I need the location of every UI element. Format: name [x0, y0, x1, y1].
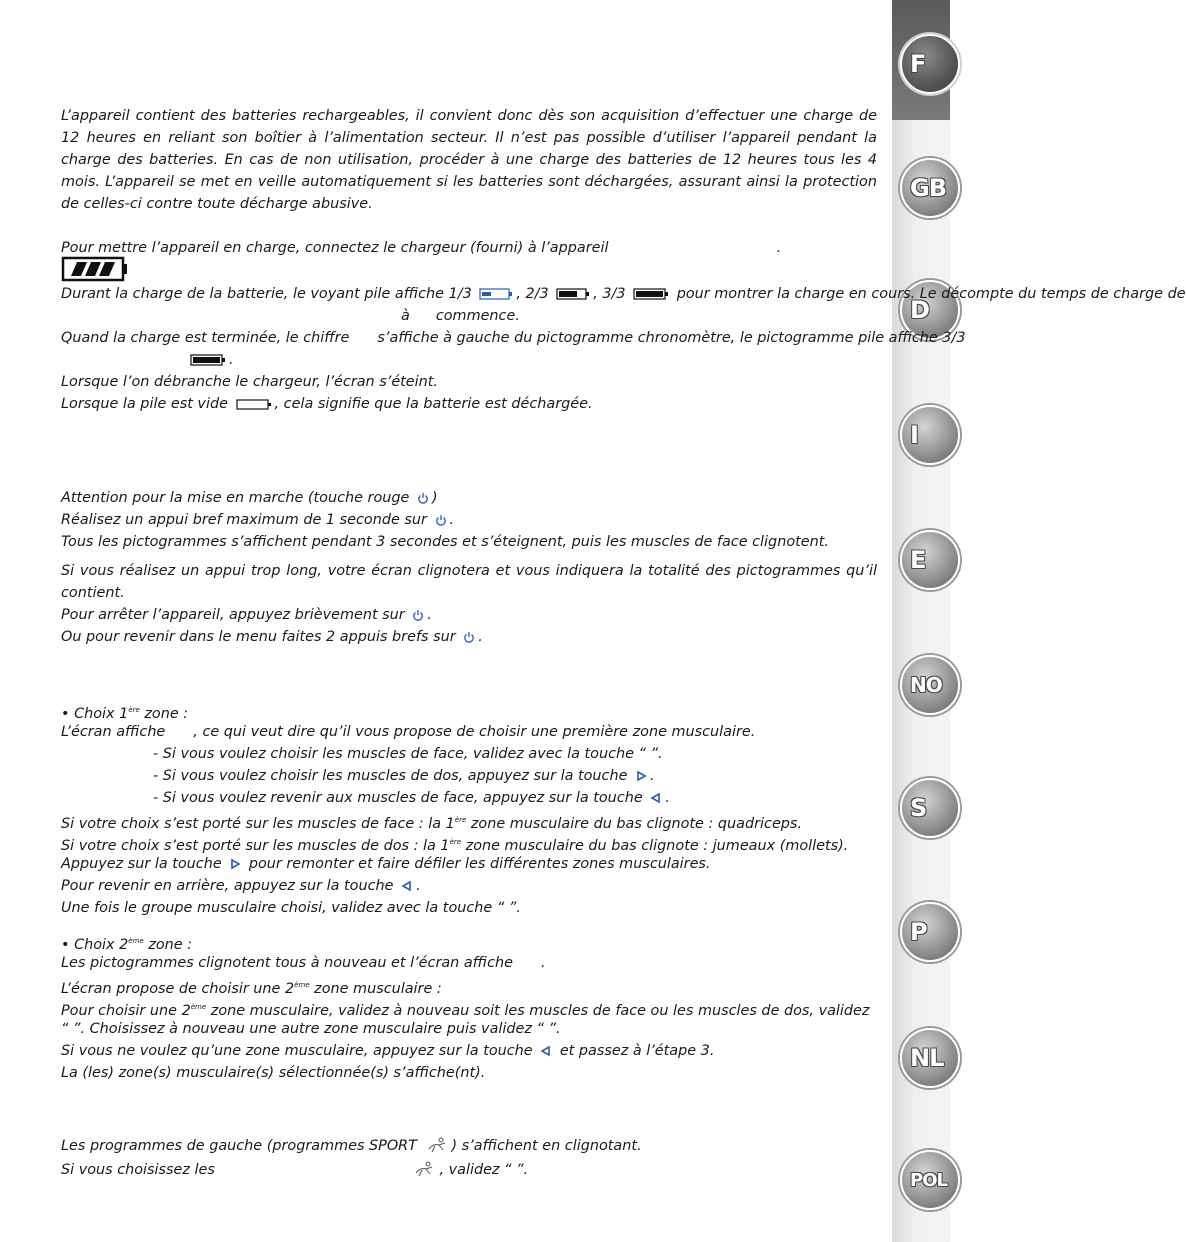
text: , cela signifie que la batterie est déchargée. [274, 396, 593, 412]
text: Si votre choix s’est porté sur les muscles de dos : la 1 [61, 838, 450, 854]
superscript: ère [449, 838, 462, 846]
text: Quand la charge est terminée, le chiffre [61, 330, 350, 346]
language-tab-label: NO [910, 673, 942, 697]
language-tab-label: F [910, 50, 926, 78]
text: . [776, 240, 782, 256]
text: L’écran propose de choisir une 2 [61, 981, 295, 997]
text: . [229, 352, 234, 368]
text: ) s’affichent en clignotant. [451, 1138, 642, 1154]
right-arrow-icon [230, 859, 240, 869]
text: , ce qui veut dire qu’il vous propose de choisir une première zone musculaire. [193, 724, 756, 740]
text: . [416, 878, 421, 894]
text: Ou pour revenir dans le menu faites 2 appuis brefs sur [61, 629, 456, 645]
language-tab-nl[interactable] [900, 1028, 960, 1088]
text: , 3/3 [593, 286, 626, 302]
superscript: ème [128, 937, 144, 945]
long-press-paragraph: Si vous réalisez un appui trop long, votre écran clignotera et vous indiquera la totalité des pictogrammes qu’il contient. [61, 563, 877, 601]
full-battery-icon [61, 256, 129, 282]
power-icon [435, 514, 447, 526]
text: , 2/3 [516, 286, 549, 302]
language-tab-label: S [910, 794, 927, 822]
power-icon [417, 492, 429, 504]
charging-intro-paragraph: L’appareil contient des batteries rechargeables, il convient donc dès son acquisition d’effectuer une charge de 12 heures en reliant son boîtier à l’alimentation secteur. Il n’est pas possible d’utiliser l’appareil pendant la charge des batteries. En cas de non utilisation, procéder à une charge des batteries de 12 heures tous les 4 mois. L’appareil se met en veille automatiquement si les batteries sont déchargées, assurant ainsi la protection de celles-ci contre toute décharge abusive. [61, 108, 877, 212]
charge-done-line [61, 327, 966, 349]
option-face-line: - Si vous voulez choisir les muscles de face, validez avec la touche “ ”. [153, 746, 663, 762]
text: commence. [435, 308, 520, 324]
language-tab-i[interactable] [900, 405, 960, 465]
battery-empty-icon [236, 398, 272, 410]
language-tab-no[interactable] [900, 655, 960, 715]
text: Appuyez sur la touche [61, 856, 222, 872]
text: zone : [143, 937, 193, 953]
text: Pour mettre l’appareil en charge, connectez le chargeur (fourni) à l’appareil [61, 240, 609, 256]
battery-full-icon [190, 354, 226, 366]
text: Pour revenir en arrière, appuyez sur la touche [61, 878, 394, 894]
stop-device-line [61, 604, 877, 626]
battery-one-third-icon [479, 288, 513, 300]
left-arrow-icon [402, 881, 412, 891]
power-warning-line [61, 487, 877, 509]
single-zone-line [61, 1040, 877, 1062]
sport-runner-icon [412, 1161, 436, 1177]
text: . [540, 955, 546, 971]
superscript: ème [190, 1003, 207, 1011]
text: zone musculaire du bas clignote : quadriceps. [466, 816, 803, 832]
text: . [650, 768, 655, 784]
group-validate-line: Une fois le groupe musculaire choisi, validez avec la touche “ ”. [61, 900, 521, 916]
text: . [449, 512, 455, 528]
charger-connect-line [61, 237, 877, 259]
text: - Si vous voulez choisir les muscles de dos, appuyez sur la touche [153, 768, 628, 784]
text: Si votre choix s’est porté sur les muscles de face : la 1 [61, 816, 455, 832]
go-back-line [61, 875, 877, 897]
superscript: ère [454, 816, 467, 824]
selected-zones-line: La (les) zone(s) musculaire(s) sélectionnée(s) s’affiche(nt). [61, 1065, 486, 1081]
choose-second-zone-line-2: “ ”. Choisissez à nouveau une autre zone musculaire puis validez “ ”. [61, 1021, 561, 1037]
option-back-line [61, 765, 969, 787]
text: zone musculaire du bas clignote : jumeaux (mollets). [461, 838, 849, 854]
language-tab-f[interactable] [900, 34, 960, 94]
language-tab-label: E [910, 546, 926, 574]
text: . [478, 629, 483, 645]
text: s’affiche à gauche du pictogramme chronomètre, le pictogramme pile affiche 3/3 [377, 330, 966, 346]
text: Si vous choisissez les [61, 1162, 215, 1178]
language-tab-label: GB [910, 174, 946, 202]
language-tab-pol[interactable] [900, 1150, 960, 1210]
sport-programs-line [61, 1135, 877, 1157]
right-arrow-icon [636, 771, 646, 781]
text: Les programmes de gauche (programmes SPORT [61, 1138, 417, 1154]
language-tab-label: D [910, 296, 929, 324]
text: zone : [139, 706, 189, 722]
text: . [665, 790, 670, 806]
text: - Si vous voulez revenir aux muscles de face, appuyez sur la touche [153, 790, 643, 806]
battery-full-icon [633, 288, 669, 300]
pictograms-blink-line [61, 952, 877, 974]
left-arrow-icon [651, 793, 661, 803]
sport-runner-icon [425, 1137, 449, 1153]
text: Pour choisir une 2 [61, 1003, 191, 1019]
empty-battery-line [61, 393, 877, 415]
text: pour montrer la charge en cours. Le décompte du temps de charge de [676, 286, 1186, 302]
text: Réalisez un appui bref maximum de 1 seconde sur [61, 512, 427, 528]
text: Les pictogrammes clignotent tous à nouveau et l’écran affiche [61, 955, 513, 971]
short-press-line [61, 509, 877, 531]
language-tab-p[interactable] [900, 902, 960, 962]
left-arrow-icon [541, 1046, 551, 1056]
screen-shows-line [61, 721, 877, 743]
text: • Choix 2 [61, 937, 129, 953]
return-menu-line [61, 626, 877, 648]
charge-progress-line [61, 283, 1186, 305]
all-pictograms-line: Tous les pictogrammes s’affichent pendant 3 secondes et s’éteignent, puis les muscles de face clignotent. [61, 534, 829, 550]
text: à [401, 308, 410, 324]
power-icon [412, 609, 424, 621]
choose-sport-line [61, 1159, 877, 1181]
text: zone musculaire : [309, 981, 442, 997]
charge-progress-line-2 [61, 305, 877, 327]
power-icon [463, 631, 475, 643]
superscript: ème [294, 981, 310, 989]
text: , validez “ ”. [439, 1162, 529, 1178]
text: • Choix 1 [61, 706, 129, 722]
text: zone musculaire, validez à nouveau soit les muscles de face ou les muscles de dos, validez [206, 1003, 870, 1019]
text: Durant la charge de la batterie, le voyant pile affiche 1/3 [61, 286, 472, 302]
scroll-up-line [61, 853, 877, 875]
language-tab-e[interactable] [900, 530, 960, 590]
battery-two-thirds-icon [556, 288, 590, 300]
unplug-line: Lorsque l’on débranche le chargeur, l’écran s’éteint. [61, 374, 439, 390]
text: pour remonter et faire défiler les différentes zones musculaires. [248, 856, 711, 872]
text: . [427, 607, 432, 623]
language-tab-gb[interactable] [900, 158, 960, 218]
text: ) [431, 490, 438, 506]
text: Attention pour la mise en marche (touche rouge [61, 490, 410, 506]
language-tab-label: POL [910, 1169, 947, 1191]
language-tab-label: NL [910, 1044, 944, 1072]
text: et passez à l’étape 3. [559, 1043, 715, 1059]
text: L’écran affiche [61, 724, 166, 740]
text: Si vous ne voulez qu’une zone musculaire, appuyez sur la touche [61, 1043, 533, 1059]
language-tab-label: I [910, 421, 918, 449]
charge-done-line-2 [61, 349, 877, 371]
option-return-face-line [61, 787, 969, 809]
language-tab-label: P [910, 918, 927, 946]
superscript: ère [128, 706, 140, 714]
text: Pour arrêter l’appareil, appuyez brièvement sur [61, 607, 405, 623]
text: Lorsque la pile est vide [61, 396, 228, 412]
